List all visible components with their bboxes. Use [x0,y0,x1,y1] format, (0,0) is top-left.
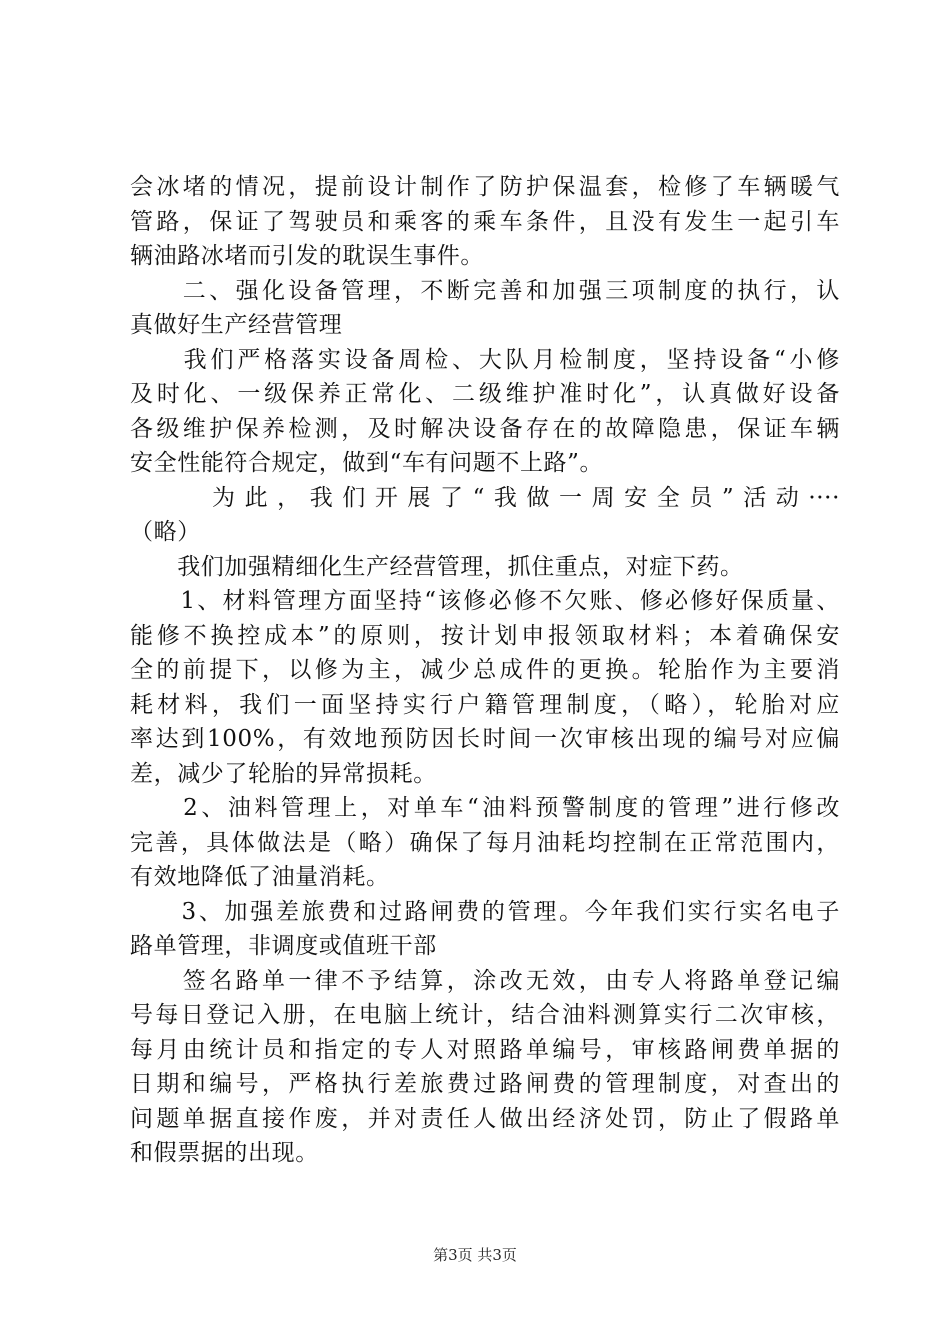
section-heading-line: 真做好生产经营管理 [130,312,343,338]
text-line: 1、材料管理方面坚持“该修必修不欠账、修必修好保质量、 [130,588,840,614]
text-line: 会冰堵的情况，提前设计制作了防护保温套，检修了车辆暖气 [130,174,840,200]
section-heading-line: 二、强化设备管理，不断完善和加强三项制度的执行，认 [130,277,840,304]
text-line: 管路，保证了驾驶员和乘客的乘车条件，且没有发生一起引车 [130,208,840,235]
text-line: 安全性能符合规定，做到“车有问题不上路”。 [130,450,604,476]
text-line: 完善，具体做法是（略）确保了每月油耗均控制在正常范围内， [130,829,840,856]
page-footer: 第3页 共3页 [433,1246,517,1264]
text-line: 我们加强精细化生产经营管理，抓住重点，对症下药。 [130,553,744,580]
text-line: 为此，我们开展了“我做一周安全员”活动···· [130,484,840,511]
text-line: 辆油路冰堵而引发的耽误生事件。 [130,243,484,269]
text-line: 签名路单一律不予结算，涂改无效，由专人将路单登记编 [130,967,840,994]
text-line: 耗材料，我们一面坚持实行户籍管理制度，（略），轮胎对应 [130,691,840,718]
text-line: 2、油料管理上，对单车“油料预警制度的管理”进行修改 [130,795,840,821]
text-line: 路单管理，非调度或值班干部 [130,933,437,959]
text-line: 差，减少了轮胎的异常损耗。 [130,760,437,787]
text-line: 有效地降低了油量消耗。 [130,864,390,890]
text-line: 率达到100%，有效地预防因长时间一次审核出现的编号对应偏 [130,726,840,752]
text-line: 能修不换控成本”的原则，按计划申报领取材料；本着确保安 [130,622,840,649]
text-line: 和假票据的出现。 [130,1140,319,1166]
text-line: 问题单据直接作废，并对责任人做出经济处罚，防止了假路单 [130,1105,840,1132]
text-line: 及时化、一级保养正常化、二级维护准时化”，认真做好设备 [130,381,840,407]
text-line: 3、加强差旅费和过路闸费的管理。今年我们实行实名电子 [130,898,840,925]
text-line: 各级维护保养检测，及时解决设备存在的故障隐患，保证车辆 [130,415,840,442]
text-line: 日期和编号，严格执行差旅费过路闸费的管理制度，对查出的 [130,1071,840,1097]
document-body [130,170,840,1171]
text-line: （略） [130,519,201,545]
text-line: 每月由统计员和指定的专人对照路单编号，审核路闸费单据的 [130,1036,840,1063]
text-line: 号每日登记入册，在电脑上统计，结合油料测算实行二次审核， [130,1002,840,1028]
text-line: 全的前提下，以修为主，减少总成件的更换。轮胎作为主要消 [130,657,840,683]
text-line: 我们严格落实设备周检、大队月检制度，坚持设备“小修 [130,346,840,373]
